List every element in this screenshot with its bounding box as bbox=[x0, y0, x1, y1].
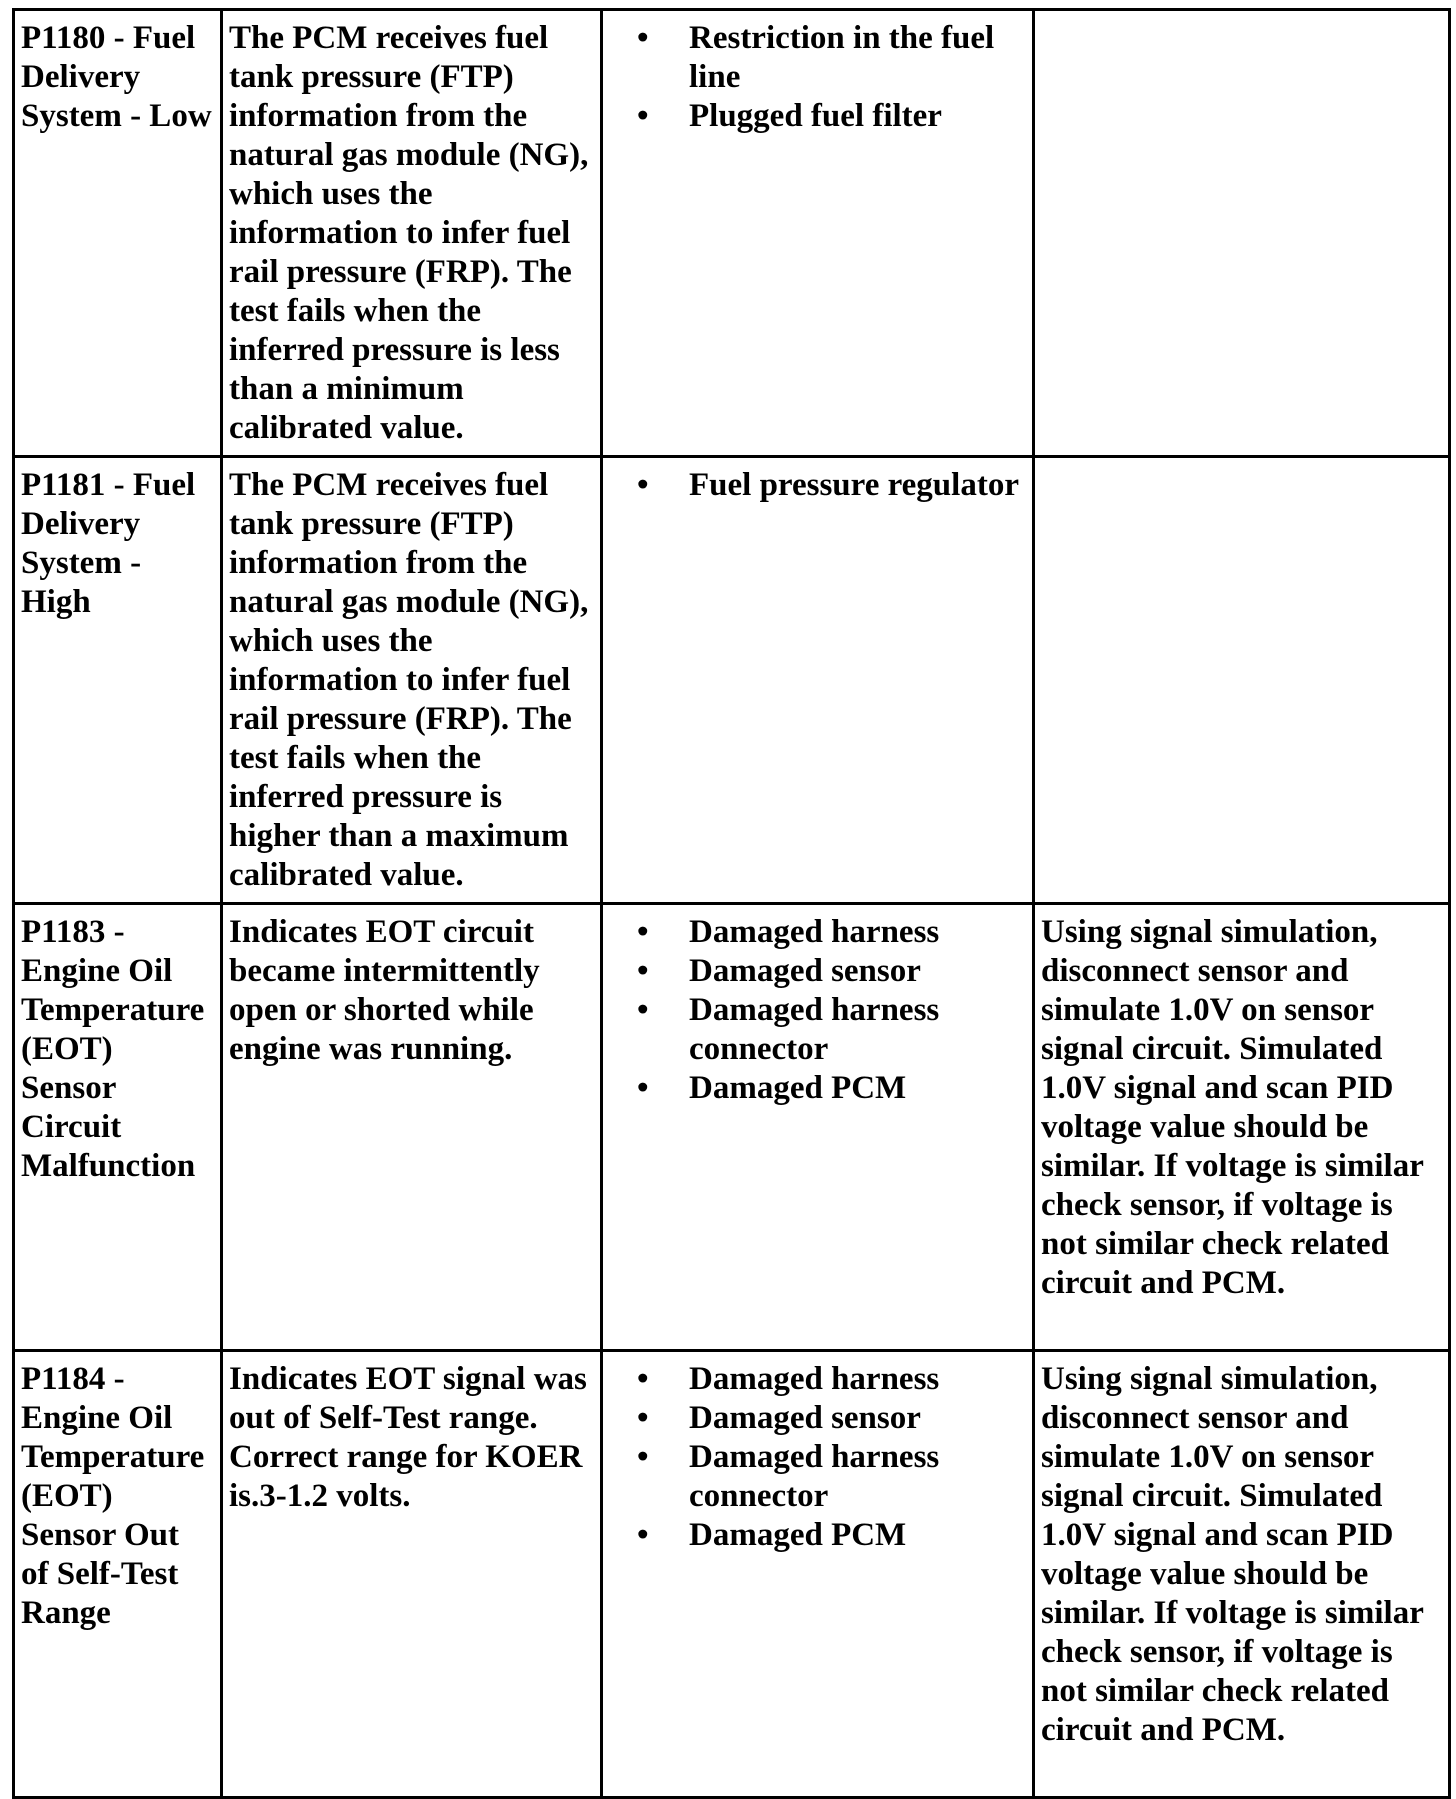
dtc-description: Indicates EOT signal was out of Self-Test range. Correct range for KOER is.3-1.2 volts. bbox=[229, 1361, 587, 1514]
dtc-code: P1181 - Fuel Delivery System - High bbox=[21, 467, 196, 620]
causes-cell bbox=[602, 1351, 1034, 1798]
dtc-code-cell bbox=[14, 1351, 222, 1798]
causes-list bbox=[609, 1360, 1026, 1555]
description-cell bbox=[222, 457, 602, 904]
description-cell bbox=[222, 1351, 602, 1798]
description-cell bbox=[222, 10, 602, 457]
list-item: • Damaged harness connector bbox=[689, 991, 1026, 1069]
dtc-code: P1180 - Fuel Delivery System - Low bbox=[21, 20, 212, 134]
table-row bbox=[14, 1351, 1450, 1798]
dtc-code: P1183 - Engine Oil Temperature (EOT) Sensor Circuit Malfunction bbox=[21, 914, 205, 1184]
list-item: • Restriction in the fuel line bbox=[689, 19, 1026, 97]
causes-cell bbox=[602, 10, 1034, 457]
list-item: • Damaged sensor bbox=[689, 952, 1026, 991]
dtc-description: The PCM receives fuel tank pressure (FTP) information from the natural gas module (NG), which uses the information to infer fuel rail pressure (FRP). The test fails when the inferred pressure is less than a minimum calibrated value. bbox=[229, 20, 589, 446]
action-cell bbox=[1034, 10, 1450, 457]
list-item: • Damaged harness bbox=[689, 1360, 1026, 1399]
causes-list bbox=[609, 913, 1026, 1108]
dtc-action: Using signal simulation, disconnect sensor and simulate 1.0V on sensor signal circuit. Simulated 1.0V signal and scan PID voltage value should be similar. If voltage is similar check sensor, if voltage is not similar check related circuit and PCM. bbox=[1041, 1361, 1424, 1748]
table-row bbox=[14, 904, 1450, 1351]
action-cell bbox=[1034, 1351, 1450, 1798]
dtc-code-cell bbox=[14, 10, 222, 457]
causes-cell bbox=[602, 457, 1034, 904]
dtc-code-cell bbox=[14, 904, 222, 1351]
action-cell bbox=[1034, 457, 1450, 904]
list-item: • Plugged fuel filter bbox=[689, 97, 1026, 136]
list-item: • Damaged harness bbox=[689, 913, 1026, 952]
list-item: • Damaged PCM bbox=[689, 1069, 1026, 1108]
description-cell bbox=[222, 904, 602, 1351]
dtc-code-cell bbox=[14, 457, 222, 904]
causes-cell bbox=[602, 904, 1034, 1351]
table-row bbox=[14, 10, 1450, 457]
dtc-action: Using signal simulation, disconnect sensor and simulate 1.0V on sensor signal circuit. Simulated 1.0V signal and scan PID voltage value should be similar. If voltage is similar check sensor, if voltage is not similar check related circuit and PCM. bbox=[1041, 914, 1424, 1301]
causes-list bbox=[609, 19, 1026, 136]
causes-list bbox=[609, 466, 1026, 505]
table-row bbox=[14, 457, 1450, 904]
dtc-table bbox=[12, 8, 1451, 1799]
list-item: • Damaged PCM bbox=[689, 1516, 1026, 1555]
list-item: • Damaged harness connector bbox=[689, 1438, 1026, 1516]
list-item: • Fuel pressure regulator bbox=[689, 466, 1026, 505]
dtc-description: The PCM receives fuel tank pressure (FTP) information from the natural gas module (NG), which uses the information to infer fuel rail pressure (FRP). The test fails when the inferred pressure is higher than a maximum calibrated value. bbox=[229, 467, 589, 893]
dtc-code: P1184 - Engine Oil Temperature (EOT) Sensor Out of Self-Test Range bbox=[21, 1361, 205, 1631]
dtc-description: Indicates EOT circuit became intermittently open or shorted while engine was running. bbox=[229, 914, 540, 1067]
action-cell bbox=[1034, 904, 1450, 1351]
list-item: • Damaged sensor bbox=[689, 1399, 1026, 1438]
